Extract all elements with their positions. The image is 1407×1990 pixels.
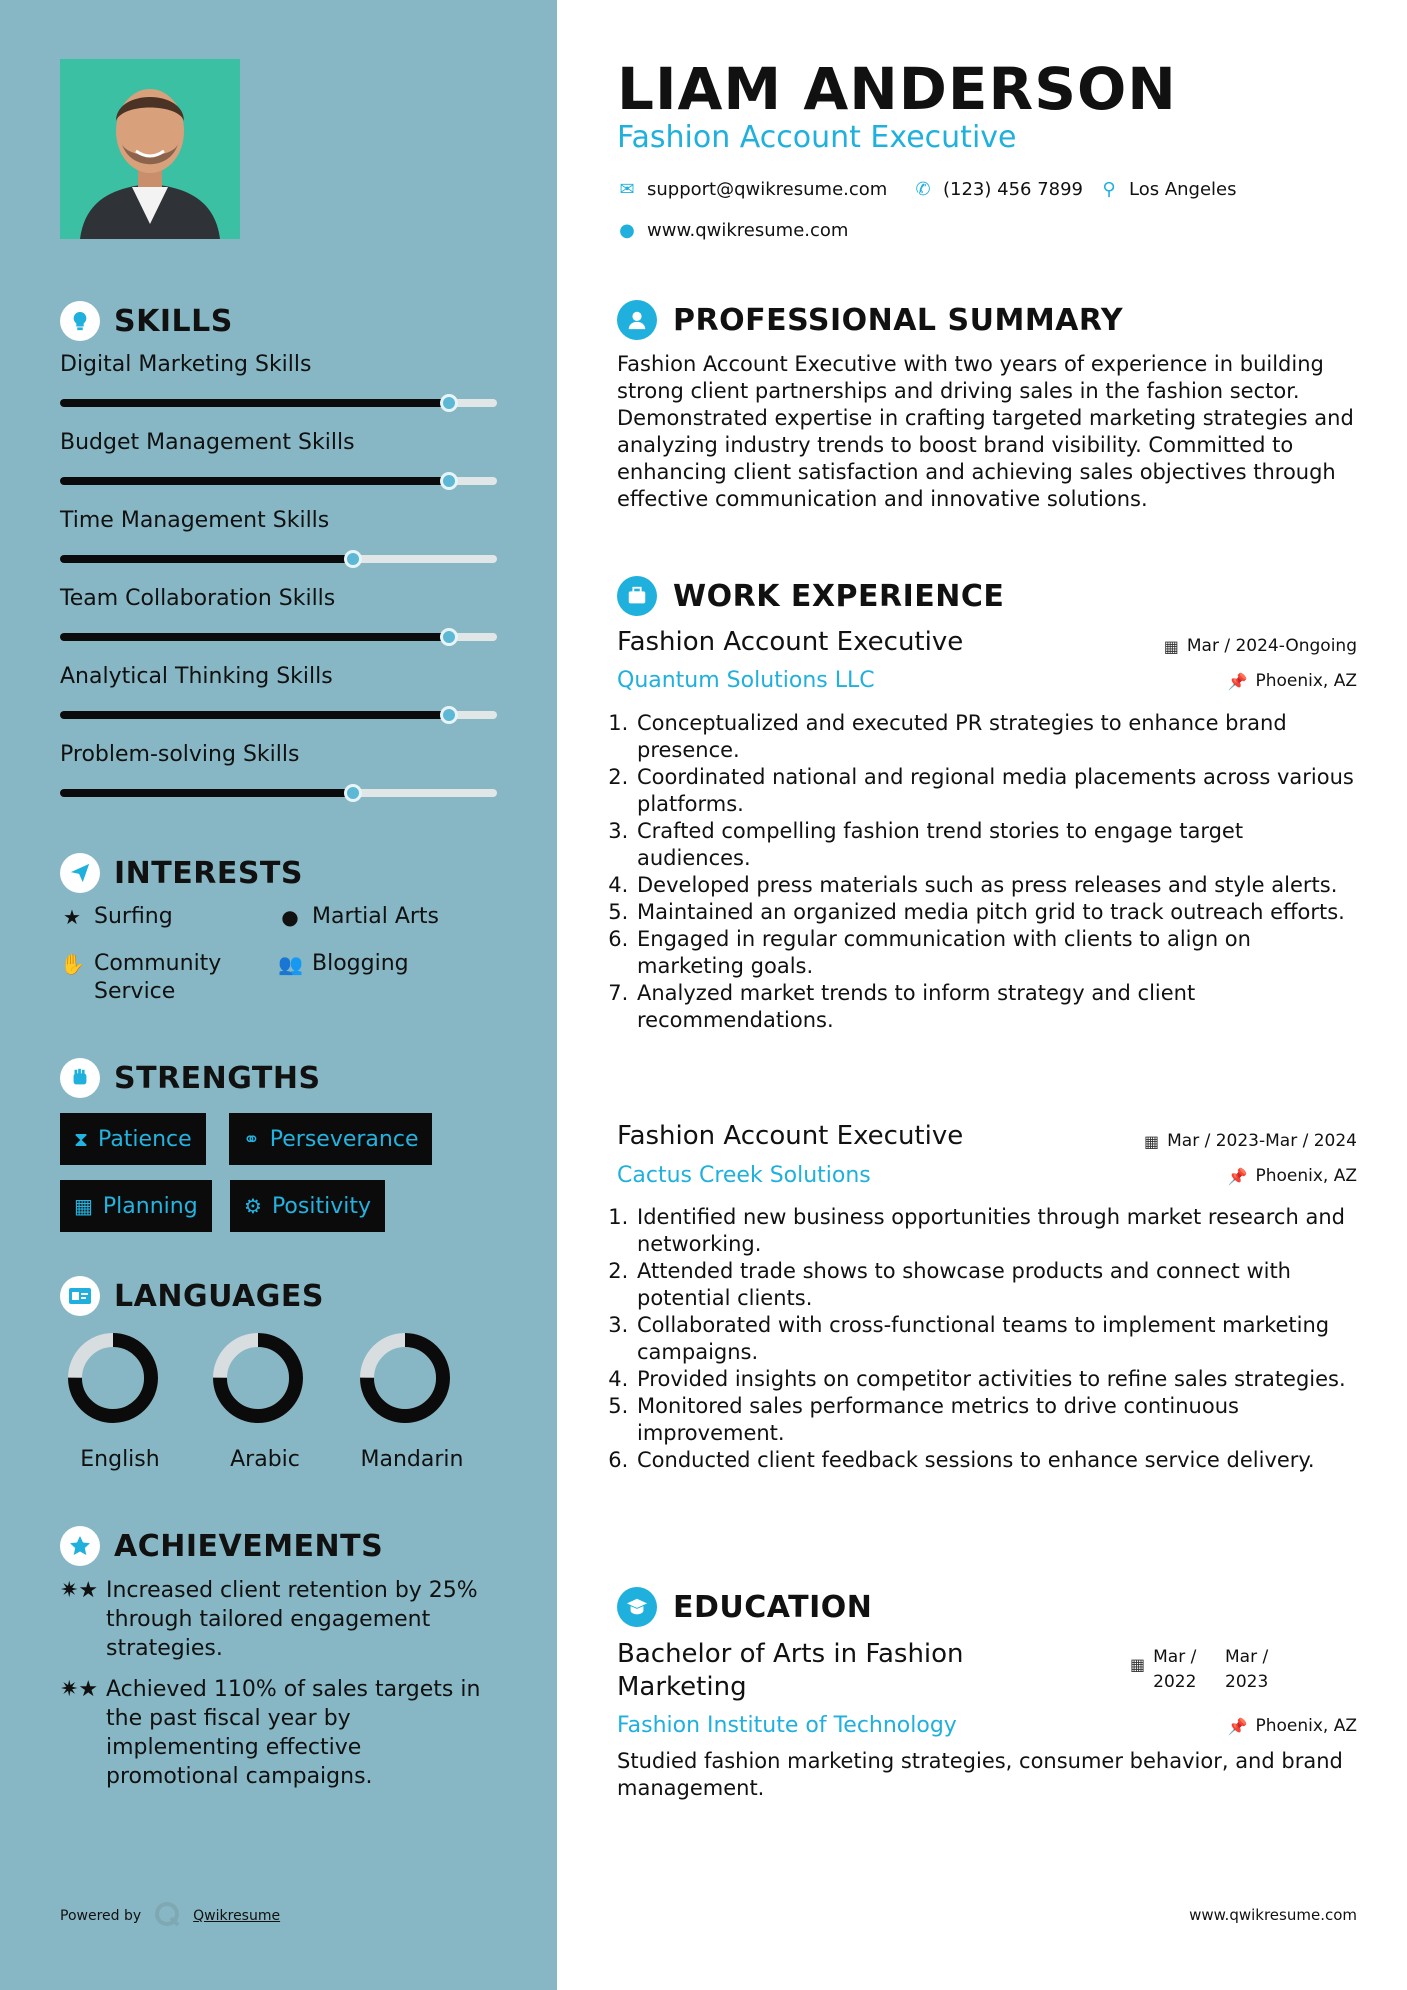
language-label: Arabic [230,1447,300,1472]
skill-bar-fill [60,555,353,563]
job-duties [617,710,1357,1034]
map-pin-icon: ⚲ [1102,179,1116,200]
achievements-heading: ACHIEVEMENTS [60,1526,383,1566]
calendar-icon: ▦ [1143,1131,1160,1151]
binoculars-icon: ⚭ [243,1127,260,1151]
language-level-ring [210,1330,306,1426]
duty-item: 2. Attended trade shows to showcase products and connect with potential clients. [635,1258,1377,1312]
hourglass-icon: ⧗ [74,1127,89,1151]
language-level-ring [65,1330,161,1426]
interest-item: ● Martial Arts [278,903,498,931]
summary-text: Fashion Account Executive with two years of experience in building strong client partnerships and driving sales in the fashion sector. Demonstrated expertise in crafting targeted marketing strategies and analyzing industry trends to boost brand visibility. Committed to enhancing client satisfaction and achieving sales objectives through effective communication and innovative solutions. [617,352,1354,511]
achievement-item: ✷★ Achieved 110% of sales targets in the past fiscal year by implementing effective promotional campaigns. [60,1677,481,1789]
star-icon: ★ [63,905,81,929]
education-heading: EDUCATION [617,1587,872,1627]
strength-tag: ⧗ Patience [60,1113,206,1165]
language-label: English [80,1447,160,1472]
skill-bar-fill [60,711,449,719]
portrait-image [60,59,240,239]
skill-label: Analytical Thinking Skills [60,664,333,689]
envelope-icon: ✉ [619,179,635,200]
achievement-item: ✷★ Increased client retention by 25% through tailored engagement strategies. [60,1578,478,1661]
fist-icon [60,1058,100,1098]
qwikresume-link[interactable]: Qwikresume [193,1908,281,1924]
language-level-ring [357,1330,453,1426]
duty-item: 6. Conducted client feedback sessions to enhance service delivery. [635,1447,1377,1474]
id-card-icon [60,1276,100,1316]
contact-location: ⚲ Los Angeles [1099,179,1237,200]
duty-item: 3. Crafted compelling fashion trend stories to engage target audiences. [635,818,1357,872]
users-icon: 👥 [278,952,303,976]
hand-icon: ✋ [60,952,85,976]
education-location: 📌 Phoenix, AZ [1227,1716,1357,1736]
degree-title: Bachelor of Arts in Fashion Marketing [617,1639,964,1702]
duty-item: 1. Conceptualized and executed PR strategies to enhance brand presence. [635,710,1357,764]
pushpin-icon: 📌 [1227,1716,1248,1736]
skills-heading: SKILLS [60,301,233,341]
job-title: Fashion Account Executive [617,1121,964,1151]
strengths-heading: STRENGTHS [60,1058,321,1098]
skill-bar-fill [60,633,449,641]
duty-item: 7. Analyzed market trends to inform strategy and client recommendations. [635,980,1357,1034]
skill-bar-knob [440,628,458,646]
globe-icon: ● [619,220,635,241]
skill-label: Time Management Skills [60,508,330,533]
profile-photo [60,59,240,239]
education-start-date: ▦ Mar / 2022 [1130,1647,1197,1692]
briefcase-icon [617,576,657,616]
user-icon [617,300,657,340]
pushpin-icon: 📌 [1227,1166,1248,1186]
job-location: 📌 Phoenix, AZ [1227,1166,1357,1186]
skill-bar [60,633,497,641]
candidate-name: LIAM ANDERSON [617,55,1177,123]
phone-icon: ✆ [915,179,931,200]
footer-website[interactable]: www.qwikresume.com [1189,1906,1357,1924]
skill-label: Budget Management Skills [60,430,355,455]
paper-plane-icon [60,853,100,893]
education-end-date: Mar / 2023 [1225,1647,1269,1692]
star-badge-icon [60,1526,100,1566]
skill-bar-knob [440,472,458,490]
skill-bar-fill [60,399,449,407]
job-duties [617,1204,1377,1474]
sidebar [0,0,557,1990]
contact-website: ● www.qwikresume.com [617,220,848,241]
skill-bar-fill [60,789,353,797]
skill-label: Team Collaboration Skills [60,586,336,611]
job-location: 📌 Phoenix, AZ [1227,671,1357,691]
duty-item: 4. Developed press materials such as press releases and style alerts. [635,872,1357,899]
globe-icon: ● [281,905,299,929]
duty-item: 5. Monitored sales performance metrics to drive continuous improvement. [635,1393,1377,1447]
star-icon: ✷★ [60,1578,99,1603]
skill-label: Digital Marketing Skills [60,352,312,377]
pushpin-icon: 📌 [1227,671,1248,691]
education-description: Studied fashion marketing strategies, consumer behavior, and brand management. [617,1749,1343,1800]
lightbulb-icon [60,301,100,341]
main-content [557,0,1407,1990]
skill-bar [60,789,497,797]
duty-item: 6. Engaged in regular communication with clients to align on marketing goals. [635,926,1357,980]
skill-bar-knob [344,784,362,802]
job-title: Fashion Account Executive [617,627,964,657]
skill-bar [60,711,497,719]
skill-bar [60,477,497,485]
contact-phone: ✆ (123) 456 7899 [913,179,1083,200]
school-name: Fashion Institute of Technology [617,1713,957,1738]
skill-bar [60,399,497,407]
duty-item: 1. Identified new business opportunities through market research and networking. [635,1204,1377,1258]
skill-bar [60,555,497,563]
qwikresume-logo-icon [153,1900,181,1932]
gear-icon: ⚙ [244,1194,262,1218]
skill-bar-fill [60,477,449,485]
contact-email: ✉ support@qwikresume.com [617,179,887,200]
skill-bar-knob [440,394,458,412]
interest-item: 👥 Blogging [278,951,409,976]
job-company: Cactus Creek Solutions [617,1163,871,1188]
interest-item: ★ Surfing [60,903,260,931]
strength-tag: ⚙ Positivity [230,1180,385,1232]
star-icon: ✷★ [60,1677,99,1702]
skill-bar-knob [440,706,458,724]
calendar-icon: ▦ [1130,1655,1146,1674]
duty-item: 4. Provided insights on competitor activities to refine sales strategies. [635,1366,1377,1393]
strength-tag: ⚭ Perseverance [229,1113,432,1165]
languages-heading: LANGUAGES [60,1276,324,1316]
language-label: Mandarin [360,1447,464,1472]
skill-bar-knob [344,550,362,568]
duty-item: 2. Coordinated national and regional media placements across various platforms. [635,764,1357,818]
job-dates: ▦ Mar / 2024-Ongoing [1163,636,1357,656]
interests-heading: INTERESTS [60,853,303,893]
summary-heading: PROFESSIONAL SUMMARY [617,300,1123,340]
calendar-icon: ▦ [1163,636,1179,656]
duty-item: 5. Maintained an organized media pitch grid to track outreach efforts. [635,899,1357,926]
interest-item: ✋ Community Service [60,951,222,1004]
graduate-icon [617,1587,657,1627]
job-dates: ▦ Mar / 2023-Mar / 2024 [1143,1131,1357,1151]
strength-tag: ▦ Planning [60,1180,212,1232]
footer-powered-by: Powered by Qwikresume [60,1900,280,1932]
candidate-title: Fashion Account Executive [617,120,1017,155]
duty-item: 3. Collaborated with cross-functional teams to implement marketing campaigns. [635,1312,1377,1366]
experience-heading: WORK EXPERIENCE [617,576,1004,616]
skill-label: Problem-solving Skills [60,742,300,767]
calendar-icon: ▦ [74,1194,93,1218]
job-company: Quantum Solutions LLC [617,668,875,693]
